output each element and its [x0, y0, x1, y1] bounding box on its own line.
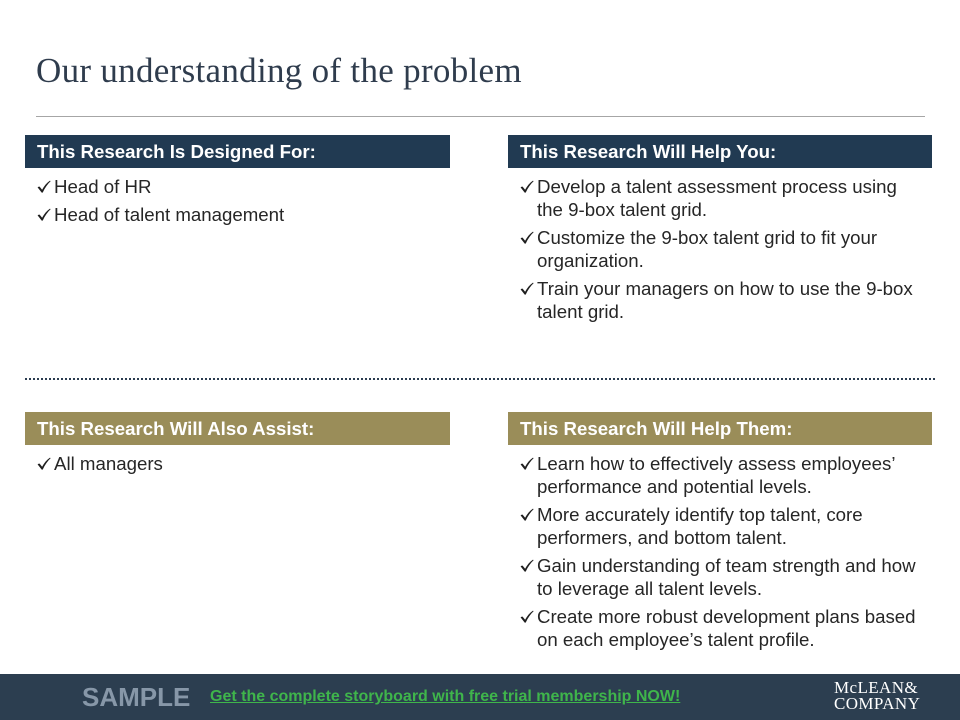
checklist-item: [520, 605, 923, 651]
page-title: Our understanding of the problem: [36, 51, 522, 90]
checklist-item-text: Head of talent management: [54, 204, 285, 225]
header-also-assist: This Research Will Also Assist:: [25, 412, 450, 445]
checklist-item-text: Customize the 9-box talent grid to fit your organization.: [537, 227, 878, 271]
checklist-help-you: [520, 175, 923, 328]
title-divider: [36, 116, 925, 117]
checklist-item-text: Develop a talent assessment process using the 9-box talent grid.: [537, 176, 897, 220]
checklist-item-text: All managers: [54, 453, 163, 474]
checklist-item-text: Create more robust development plans based on each employee’s talent profile.: [537, 606, 916, 650]
checklist-item: [37, 203, 437, 226]
checklist-item: [520, 175, 923, 221]
header-help-them: This Research Will Help Them:: [508, 412, 932, 445]
checkmark-icon: [37, 208, 51, 221]
checkmark-icon: [520, 559, 534, 572]
checklist-item-text: Learn how to effectively assess employees’ performance and potential levels.: [537, 453, 895, 497]
checkmark-icon: [520, 610, 534, 623]
checklist-item: [520, 503, 923, 549]
checklist-designed-for: [37, 175, 437, 231]
checklist-item-text: Head of HR: [54, 176, 152, 197]
checklist-item: [520, 452, 923, 498]
section-divider: [25, 378, 935, 380]
company-logo: [834, 680, 934, 712]
checkmark-icon: [37, 180, 51, 193]
checkmark-icon: [520, 282, 534, 295]
checklist-item: [37, 175, 437, 198]
checkmark-icon: [520, 231, 534, 244]
checklist-also-assist: [37, 452, 437, 480]
checklist-help-them: [520, 452, 923, 656]
checklist-item-text: More accurately identify top talent, core performers, and bottom talent.: [537, 504, 863, 548]
checklist-item: [37, 452, 437, 475]
checkmark-icon: [520, 180, 534, 193]
logo-line-1: McLEAN&: [834, 678, 919, 697]
checklist-item-text: Train your managers on how to use the 9-box talent grid.: [537, 278, 913, 322]
checklist-item-text: Gain understanding of team strength and how to leverage all talent levels.: [537, 555, 916, 599]
checklist-item: [520, 277, 923, 323]
checklist-item: [520, 554, 923, 600]
sample-label: SAMPLE: [82, 682, 191, 712]
checkmark-icon: [520, 508, 534, 521]
checkmark-icon: [520, 457, 534, 470]
checklist-item: [520, 226, 923, 272]
free-trial-link[interactable]: Get the complete storyboard with free trial membership NOW!: [210, 688, 681, 705]
header-designed-for: This Research Is Designed For:: [25, 135, 450, 168]
header-help-you: This Research Will Help You:: [508, 135, 932, 168]
checkmark-icon: [37, 457, 51, 470]
footer-bar: [0, 674, 960, 720]
logo-line-2: COMPANY: [834, 694, 921, 713]
